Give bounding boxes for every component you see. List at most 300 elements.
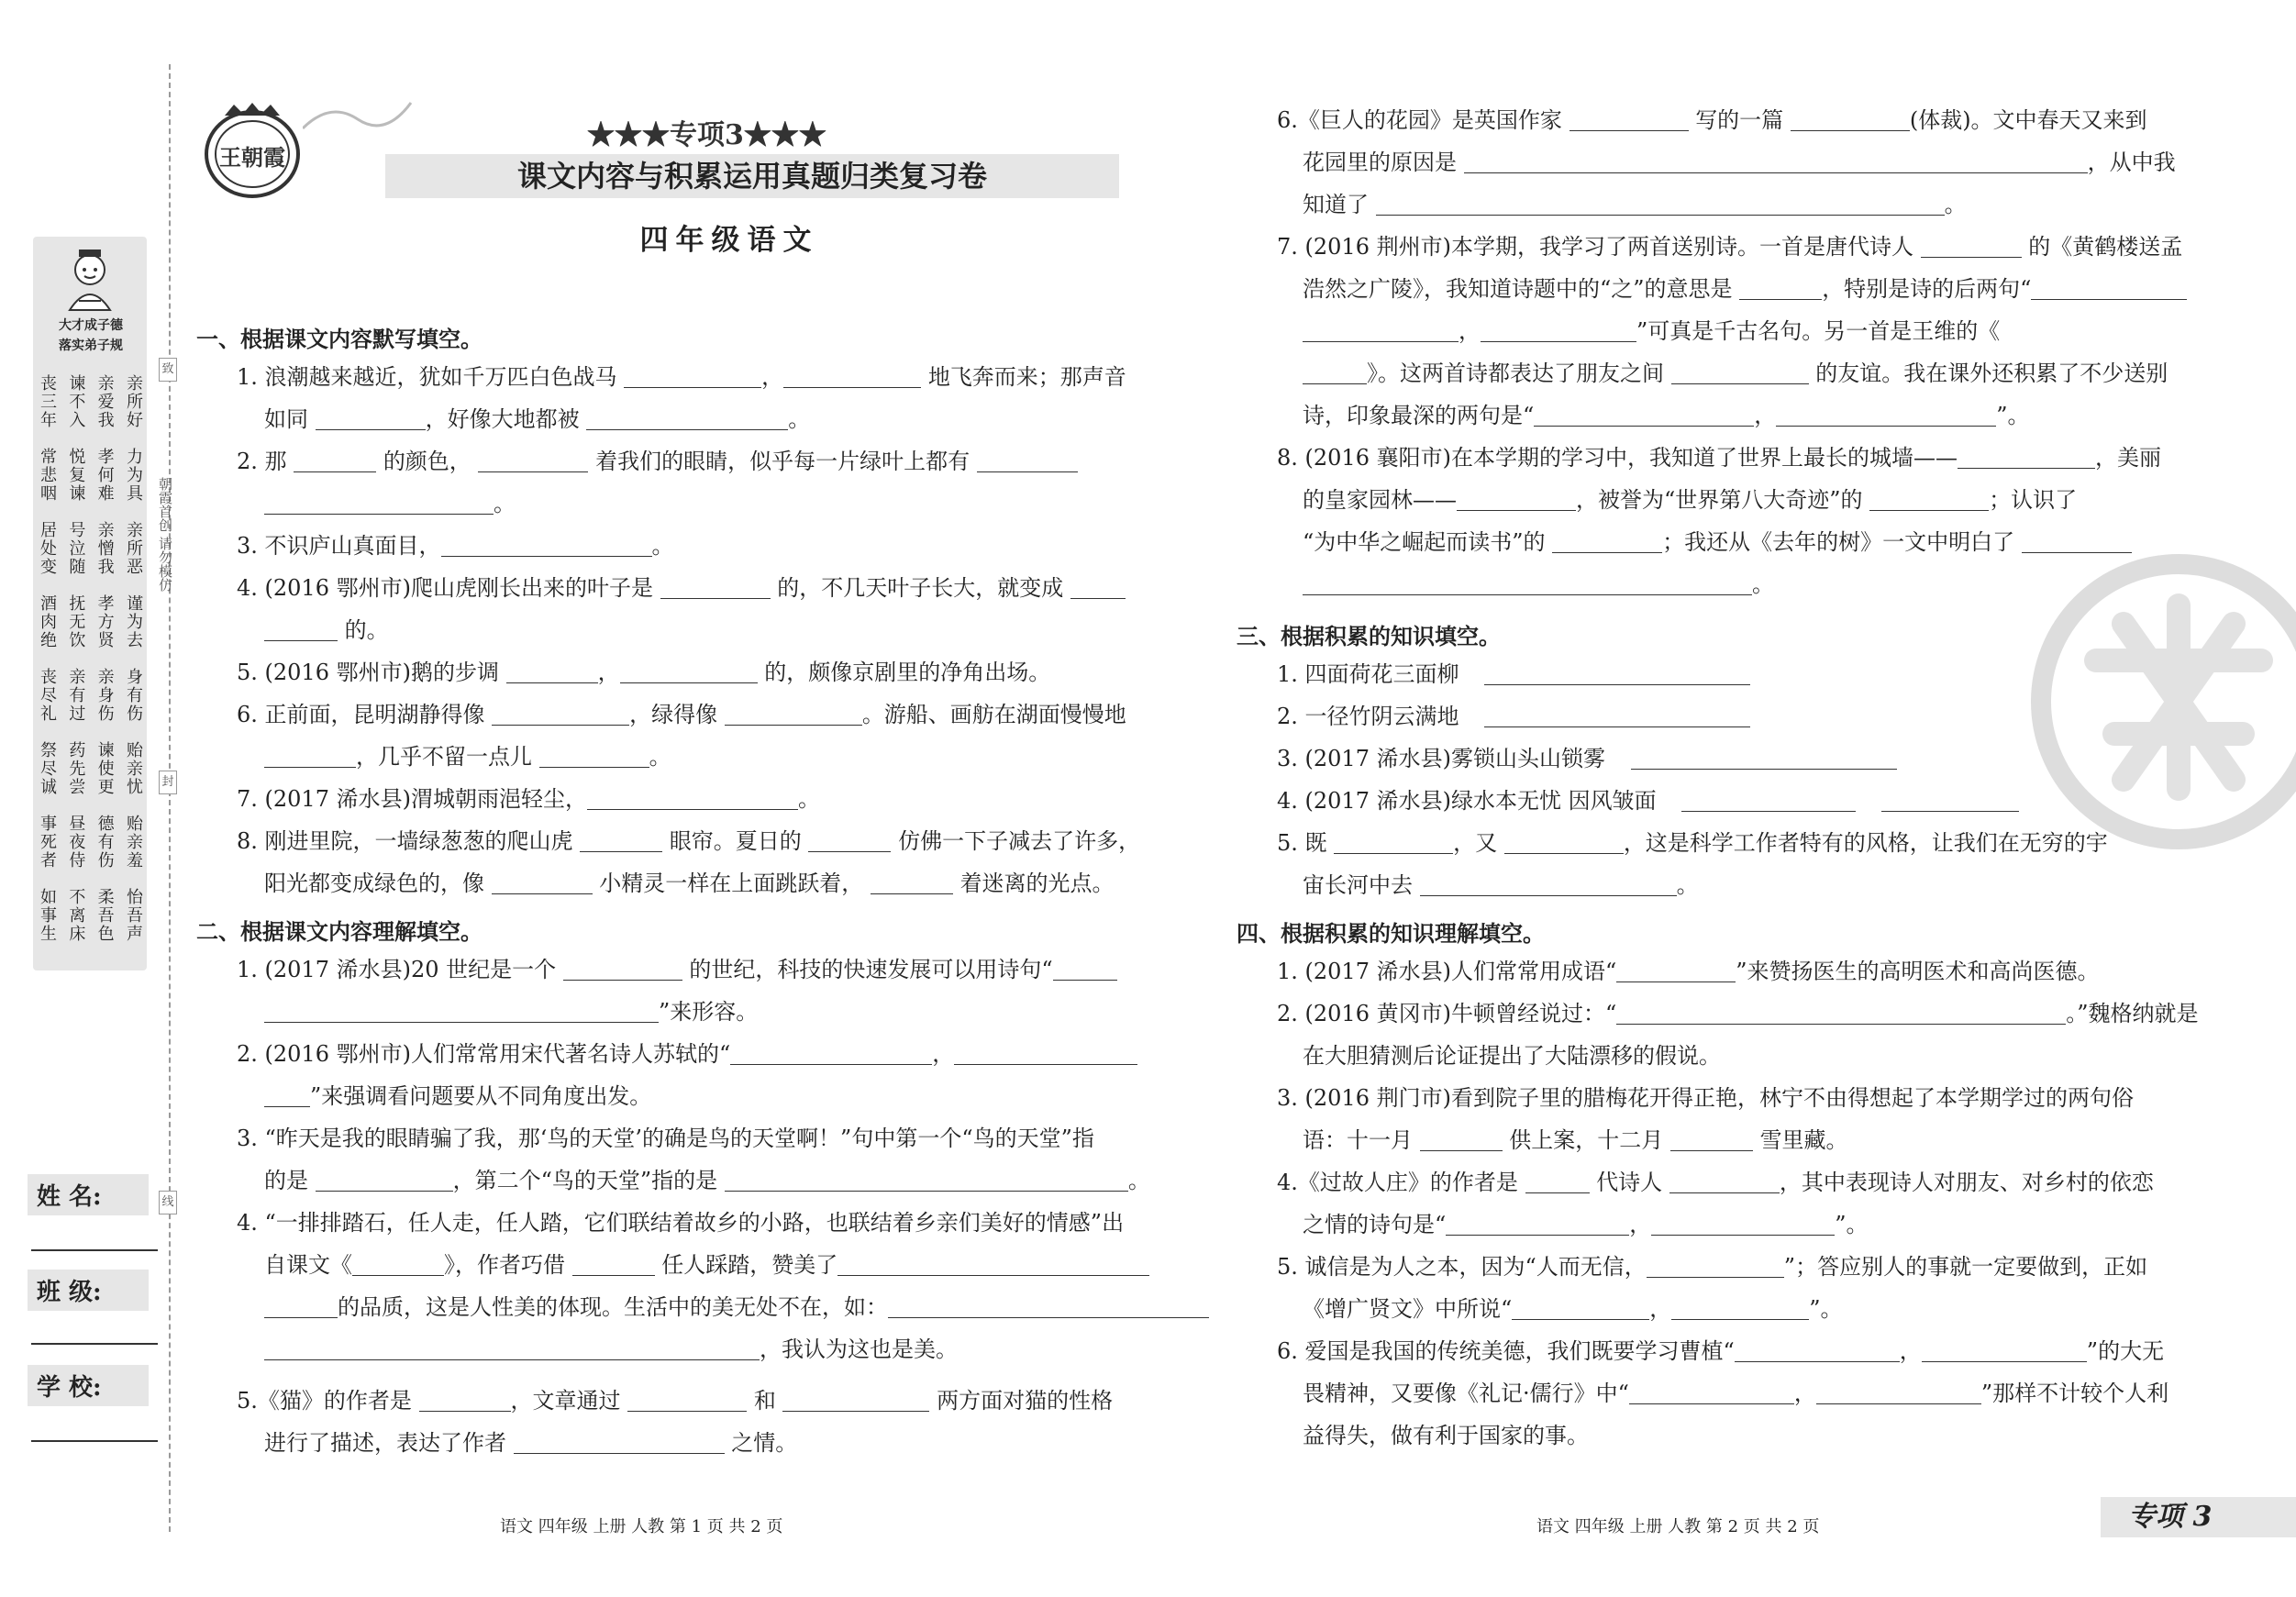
motto-group — [37, 815, 143, 870]
r2-line1 — [237, 1040, 1137, 1068]
p8-text-e: ；认识了 — [1989, 487, 2078, 513]
motto-text: 居处变 — [38, 521, 57, 576]
u6-line3 — [1303, 1422, 1589, 1449]
motto-text: 亲身伤 — [94, 668, 115, 723]
q6-line2 — [264, 743, 671, 771]
u4-line2 — [1303, 1211, 1869, 1238]
p8-text-d: ，被誉为“世界第八大奇迹”的 — [1576, 487, 1863, 513]
motto-text: 亲憎我 — [94, 521, 115, 576]
blank[interactable] — [514, 1433, 725, 1454]
q1-text-d: ，好像大地都被 — [425, 406, 580, 432]
r1-text-a: 1. (2017 浠水县)20 世纪是一个 — [237, 957, 557, 982]
blank[interactable] — [1552, 532, 1662, 553]
q7-line — [237, 785, 820, 813]
seal-label-feng: 封 — [159, 771, 177, 794]
u2-text-b: 。”魏格纳就是 — [2066, 1001, 2199, 1026]
period: 。 — [1127, 1168, 1150, 1193]
u3-text-a: 3. (2016 荆门市)看到院子里的腊梅花开得正艳，林宁不由得想起了本学期学过的两句俗 — [1277, 1085, 2134, 1111]
u1-line — [1277, 958, 2100, 985]
t5-text-a: 5. 既 — [1277, 830, 1327, 856]
blank[interactable] — [1569, 110, 1689, 131]
blank[interactable] — [1616, 1004, 2066, 1025]
q8-text-b: 眼帘。夏日的 — [669, 828, 802, 854]
blank[interactable] — [837, 1255, 1149, 1276]
blank[interactable] — [1631, 749, 1897, 770]
q8-text-a: 8. 刚进里院，一墙绿葱葱的爬山虎 — [237, 828, 573, 854]
motto-group — [37, 521, 143, 576]
blank[interactable] — [1484, 706, 1750, 727]
comma: ， — [1649, 1296, 1672, 1322]
p8-text-g: ；我还从《去年的树》一文中明白了 — [1662, 529, 2015, 555]
r1-line1 — [237, 956, 1117, 983]
p8-line4 — [1303, 571, 1774, 598]
blank[interactable] — [1484, 664, 1750, 685]
svg-text:王朝霞: 王朝霞 — [219, 144, 285, 171]
t5-line1 — [1277, 829, 2108, 857]
u3-line1 — [1277, 1084, 2134, 1112]
comma: ， — [1459, 318, 1481, 344]
blank[interactable] — [441, 536, 652, 557]
motto-text: 孝何难 — [94, 448, 115, 503]
r1-line2 — [264, 998, 758, 1026]
q6-text-d: ，几乎不留一点儿 — [356, 744, 532, 770]
q1-line1 — [237, 363, 1126, 391]
u4-text-a: 4.《过故人庄》的作者是 — [1277, 1170, 1518, 1195]
name-label: 姓 名: — [28, 1174, 149, 1215]
motto-text: 祭尽诚 — [38, 741, 57, 796]
q2-line1 — [237, 448, 1078, 475]
r4-line3 — [264, 1293, 1209, 1321]
motto-text: 孝方贤 — [94, 594, 115, 649]
u3-line2 — [1303, 1126, 1848, 1154]
r4-text-c: 》，作者巧借 — [444, 1252, 565, 1278]
quote-close: ”。 — [1835, 1212, 1869, 1237]
p6-text-a: 6.《巨人的花园》是英国作家 — [1277, 107, 1562, 133]
blank[interactable] — [264, 1297, 338, 1318]
q4-text-c: 的。 — [344, 617, 389, 643]
copyright-note: 朝霞首创 请勿模仿 — [157, 477, 173, 592]
comma: ， — [932, 1041, 955, 1067]
q7-text: 7. (2017 浠水县)渭城朝雨浥轻尘， — [237, 786, 587, 812]
motto-text: 贻亲忧 — [123, 741, 143, 796]
p7-text-g: 的友谊。我在课外还积累了不少送别 — [1815, 360, 2168, 386]
blank[interactable] — [1334, 833, 1453, 854]
blank[interactable] — [1669, 1172, 1780, 1193]
blank[interactable] — [627, 1391, 747, 1412]
blank[interactable] — [1739, 279, 1822, 300]
binding-margin — [0, 0, 174, 1597]
q4-line1 — [237, 574, 1126, 602]
p8-text-b: ，美丽 — [2094, 445, 2161, 471]
motto-text: 抚无饮 — [66, 594, 86, 649]
motto-group — [37, 448, 143, 503]
p6-text-e: ，从中我 — [2087, 150, 2176, 175]
u2-line1 — [1277, 1000, 2199, 1027]
blank[interactable] — [586, 409, 788, 430]
special-topic-tag: ★★★专项3★★★ — [587, 119, 826, 151]
q3-line — [237, 532, 674, 560]
r4-text-f: ，我认为这也是美。 — [760, 1336, 958, 1362]
blank[interactable] — [1869, 490, 1989, 511]
blank[interactable] — [660, 578, 771, 599]
u4-text-d: 之情的诗句是“ — [1303, 1212, 1447, 1237]
motto-text: 药先尝 — [66, 741, 86, 796]
motto-text: 酒肉绝 — [38, 594, 57, 649]
blank[interactable] — [725, 704, 862, 726]
u5-text-b: ”；答应别人的事就一定要做到，正如 — [1783, 1254, 2148, 1280]
u4-text-c: ，其中表现诗人对朋友、对乡村的依恋 — [1779, 1170, 2154, 1195]
p7-line1 — [1277, 233, 2182, 261]
publisher-logo — [197, 101, 307, 202]
r3-text-c: ，第二个“鸟的天堂”指的是 — [452, 1168, 718, 1193]
comma: ， — [1899, 1338, 1922, 1364]
motto-text: 号泣随 — [66, 521, 86, 576]
r1-text-c: ”来形容。 — [659, 999, 759, 1025]
blank[interactable] — [725, 1170, 1128, 1192]
r5-text-a: 5.《猫》的作者是 — [237, 1388, 412, 1414]
p6-text-b: 写的一篇 — [1695, 107, 1784, 133]
motto-text: 亲所好 — [123, 374, 143, 429]
comma: ， — [1754, 403, 1777, 428]
blank[interactable] — [2031, 279, 2187, 300]
page-subtitle: 四年级语文 — [639, 224, 819, 257]
r4-line1 — [237, 1209, 1124, 1237]
blank[interactable] — [624, 367, 761, 388]
r5-text-f: 之情。 — [731, 1430, 798, 1456]
p7-text-d: ，特别是诗的后两句“ — [1822, 276, 2032, 302]
u5-text-a: 5. 诚信是为人之本，因为“人而无信， — [1277, 1254, 1647, 1280]
blank[interactable] — [1881, 791, 2019, 812]
blank[interactable] — [1671, 1299, 1809, 1320]
t5-text-c: ，这是科学工作者特有的风格，让我们在无穷的宇 — [1623, 830, 2108, 856]
t5-text-d: 宙长河中去 — [1303, 872, 1413, 898]
blank[interactable] — [1651, 1214, 1835, 1236]
blank[interactable] — [572, 1255, 655, 1276]
motto-group — [37, 888, 143, 943]
r2-text-b: ”来强调看问题要从不同角度出发。 — [310, 1083, 652, 1109]
u4-text-b: 代诗人 — [1596, 1170, 1663, 1195]
motto-text: 德有伤 — [94, 815, 115, 870]
cartoon-scholar-icon — [37, 246, 143, 312]
p8-text-c: 的皇家园林—— — [1303, 487, 1457, 513]
p7-text-e: ”可真是千古名句。另一首是王维的《 — [1636, 318, 2001, 344]
motto-text: 贻亲羞 — [123, 815, 143, 870]
motto-text: 常悲咽 — [38, 448, 57, 503]
r4-text-d: 任人踩踏，赞美了 — [661, 1252, 838, 1278]
motto-text: 力为具 — [123, 448, 143, 503]
q8-text-e: 小精灵一样在上面跳跃着， — [599, 871, 864, 896]
t2-line — [1277, 703, 1750, 730]
name-field[interactable] — [31, 1249, 158, 1251]
t3-text: 3. (2017 浠水县)雾锁山头山锁雾 — [1277, 746, 1605, 771]
blank[interactable] — [1464, 152, 2088, 173]
p8-text-f: “为中华之崛起而读书”的 — [1303, 529, 1546, 555]
r5-text-c: 和 — [753, 1388, 776, 1414]
motto-group — [37, 594, 143, 649]
comma: ， — [597, 660, 620, 685]
blank[interactable] — [730, 1044, 932, 1065]
p8-text-a: 8. (2016 襄阳市)在本学期的学习中，我知道了世界上最长的城墙—— — [1277, 445, 1958, 471]
blank[interactable] — [478, 451, 588, 472]
blank[interactable] — [808, 831, 891, 852]
blank[interactable] — [1457, 490, 1576, 511]
blank[interactable] — [1376, 194, 1945, 216]
blank[interactable] — [954, 1044, 1137, 1065]
blank[interactable] — [888, 1297, 1209, 1318]
motto-text: 悦复谏 — [66, 448, 86, 503]
u1-text-a: 1. (2017 浠水县)人们常常用成语“ — [1277, 959, 1617, 984]
period: 。 — [1752, 571, 1774, 597]
r3-text-a: 3. “昨天是我的眼睛骗了我，那‘鸟的天堂’的确是鸟的天堂啊！”句中第一个“鸟的天堂”指 — [237, 1126, 1094, 1151]
p7-line3 — [1303, 317, 2000, 345]
q2-text-c: 着我们的眼睛，似乎每一片绿叶上都有 — [595, 449, 971, 474]
secret-stamp-watermark — [2023, 550, 2296, 853]
blank[interactable] — [1647, 1257, 1784, 1278]
q1-text-a: 1. 浪潮越来越近，犹如千万匹白色战马 — [237, 364, 617, 390]
blank[interactable] — [1534, 405, 1754, 427]
r1-text-b: 的世纪，科技的快速发展可以用诗句“ — [689, 957, 1053, 982]
blank[interactable] — [871, 873, 953, 894]
blank[interactable] — [264, 1086, 310, 1107]
p7-text-a: 7. (2016 荆州市)本学期，我学习了两首送别诗。一首是唐代诗人 — [1277, 234, 1913, 260]
seal-label-xian: 线 — [159, 1191, 177, 1214]
motto-text: 怡吾声 — [123, 888, 143, 943]
u5-line1 — [1277, 1253, 2147, 1281]
r2-text-a: 2. (2016 鄂州市)人们常常用宋代著名诗人苏轼的“ — [237, 1041, 731, 1067]
u2-text-c: 在大胆猜测后论证提出了大陆漂移的假说。 — [1303, 1043, 1721, 1069]
blank[interactable] — [1616, 961, 1736, 982]
q2-text-b: 的颜色， — [383, 449, 471, 474]
q4-text-b: 的，不几天叶子长大，就变成 — [777, 575, 1064, 601]
class-field[interactable] — [31, 1343, 158, 1345]
period: 。 — [651, 533, 674, 559]
school-field[interactable] — [31, 1440, 158, 1442]
period: 。 — [1676, 872, 1699, 898]
quote-close: ”。 — [1996, 403, 2030, 428]
p7-line5 — [1303, 402, 2030, 429]
blank[interactable] — [1303, 574, 1752, 595]
r5-line1 — [237, 1387, 1113, 1414]
class-label: 班 级: — [28, 1270, 149, 1311]
blank[interactable] — [977, 451, 1078, 472]
q5-text-a: 5. (2016 鄂州市)鹅的步调 — [237, 660, 499, 685]
blank[interactable] — [587, 789, 798, 810]
section-4-title: 四、根据积累的知识理解填空。 — [1237, 920, 1545, 947]
u1-text-b: ”来赞扬医生的高明医术和高尚医德。 — [1736, 959, 2100, 984]
blank[interactable] — [1525, 1172, 1590, 1193]
blank[interactable] — [1922, 1341, 2087, 1362]
u5-line2 — [1303, 1295, 1843, 1323]
blank[interactable] — [264, 1002, 659, 1023]
blank[interactable] — [294, 451, 376, 472]
blank[interactable] — [783, 367, 921, 388]
t5-text-b: ，又 — [1453, 830, 1498, 856]
blank[interactable] — [316, 409, 426, 430]
section-3-title: 三、根据积累的知识填空。 — [1237, 623, 1501, 649]
blank[interactable] — [352, 1255, 444, 1276]
r2-line2 — [264, 1082, 651, 1110]
page-1-footer: 语文 四年级 上册 人教 第 1 页 共 2 页 — [500, 1517, 783, 1536]
period: 。 — [797, 786, 820, 812]
blank[interactable] — [1303, 363, 1367, 384]
blank[interactable] — [506, 662, 598, 683]
q5-line — [237, 659, 1050, 686]
q1-text-c: 如同 — [264, 406, 308, 432]
motto-group — [37, 668, 143, 723]
page-title: 课文内容与积累运用真题归类复习卷 — [516, 159, 987, 194]
motto-text: 身有伤 — [123, 668, 143, 723]
q8-text-d: 阳光都变成绿色的，像 — [264, 871, 484, 896]
blank[interactable] — [1958, 448, 2095, 469]
motto-text: 谏使更 — [94, 741, 115, 796]
blank[interactable] — [1512, 1299, 1649, 1320]
p6-text-f: 知道了 — [1303, 192, 1369, 217]
q8-text-c: 仿佛一下子减去了许多， — [898, 828, 1141, 854]
blank[interactable] — [563, 959, 682, 981]
blank[interactable] — [1629, 1383, 1794, 1404]
p7-text-b: 的《黄鹤楼送孟 — [2028, 234, 2183, 260]
motto-columns — [37, 374, 143, 961]
blank[interactable] — [1481, 321, 1636, 342]
q2-text-a: 2. 那 — [237, 449, 287, 474]
school-label: 学 校: — [28, 1365, 149, 1406]
p6-line1 — [1277, 106, 2147, 134]
u2-text-a: 2. (2016 黄冈市)牛顿曾经说过：“ — [1277, 1001, 1617, 1026]
blank[interactable] — [492, 873, 593, 894]
t1-text: 1. 四面荷花三面柳 — [1277, 661, 1459, 687]
comma: ， — [761, 364, 784, 390]
r4-text-a: 4. “一排排踏石，任人走，任人踏，它们联结着故乡的小路，也联结着乡亲们美好的情感”出 — [237, 1210, 1125, 1236]
blank[interactable] — [1791, 110, 1910, 131]
motto-text: 亲所恶 — [123, 521, 143, 576]
u6-text-b: ”的大无 — [2086, 1338, 2165, 1364]
u5-text-c: 《增广贤文》中所说“ — [1303, 1296, 1513, 1322]
u4-line1 — [1277, 1169, 2154, 1196]
blank[interactable] — [492, 704, 629, 726]
blank[interactable] — [1671, 363, 1809, 384]
blank[interactable] — [1681, 791, 1856, 812]
blank[interactable] — [620, 662, 758, 683]
r5-line2 — [264, 1429, 797, 1457]
q6-text-b: ，绿得像 — [629, 702, 718, 727]
blank[interactable] — [419, 1391, 511, 1412]
period: 。 — [494, 491, 516, 516]
motto-group — [37, 374, 143, 429]
q6-text-a: 6. 正前面，昆明湖静得像 — [237, 702, 485, 727]
section-1-title: 一、根据课文内容默写填空。 — [196, 326, 482, 352]
motto-text: 亲爱我 — [94, 374, 115, 429]
blank[interactable] — [1921, 237, 2022, 258]
blank[interactable] — [316, 1170, 453, 1192]
r3-line1 — [237, 1125, 1094, 1152]
motto-heading-2: 落实弟子规 — [59, 338, 123, 353]
r5-text-b: ，文章通过 — [510, 1388, 621, 1414]
u6-text-a: 6. 爱国是我国的传统美德，我们既要学习曹植“ — [1277, 1338, 1735, 1364]
q8-text-f: 着迷离的光点。 — [959, 871, 1115, 896]
p7-line2 — [1303, 275, 2187, 303]
blank[interactable] — [782, 1391, 929, 1412]
comma: ， — [1629, 1212, 1652, 1237]
q1-text-b: 地飞奔而来；那声音 — [927, 364, 1126, 390]
blank[interactable] — [1070, 578, 1126, 599]
blank[interactable] — [264, 1339, 760, 1360]
q6-line1 — [237, 701, 1126, 728]
q4-line2 — [264, 616, 389, 644]
period: 。 — [788, 406, 811, 432]
q8-line1 — [237, 827, 1140, 855]
r3-text-b: 的是 — [264, 1168, 308, 1193]
u6-line2 — [1303, 1380, 2168, 1407]
blank[interactable] — [1303, 321, 1459, 342]
blank[interactable] — [1446, 1214, 1629, 1236]
corner-tag-label: 专项 3 — [2128, 1501, 2213, 1533]
blank[interactable] — [1504, 833, 1624, 854]
u3-text-d: 雪里藏。 — [1759, 1127, 1848, 1153]
motto-text: 丧尽礼 — [38, 668, 57, 723]
blank[interactable] — [580, 831, 662, 852]
r4-line2 — [264, 1251, 1149, 1279]
blank[interactable] — [539, 747, 649, 768]
motto-heading-1: 大才成子德 — [59, 318, 123, 333]
blank[interactable] — [1670, 1130, 1753, 1151]
p7-text-h: 诗，印象最深的两句是“ — [1303, 403, 1535, 428]
p6-line2 — [1303, 149, 2176, 176]
t5-line2 — [1303, 871, 1699, 899]
t3-line — [1277, 745, 1897, 772]
blank[interactable] — [1816, 1383, 1981, 1404]
p7-text-f: 》。这两首诗都表达了朋友之间 — [1367, 360, 1664, 386]
u3-text-c: 供上案，十二月 — [1509, 1127, 1664, 1153]
blank[interactable] — [264, 620, 338, 641]
p8-line1 — [1277, 444, 2161, 471]
period: 。 — [649, 744, 671, 770]
period: 。 — [1944, 192, 1967, 217]
p6-line3 — [1303, 191, 1967, 218]
blank[interactable] — [1735, 1341, 1900, 1362]
q8-line2 — [264, 870, 1115, 897]
motto-text: 事死者 — [38, 815, 57, 870]
q2-line2 — [264, 490, 516, 517]
comma: ， — [1793, 1381, 1816, 1406]
page-2-footer: 语文 四年级 上册 人教 第 2 页 共 2 页 — [1536, 1517, 1820, 1536]
p8-line2 — [1303, 486, 2077, 514]
q6-text-c: 。游船、画舫在湖面慢慢地 — [861, 702, 1126, 727]
blank[interactable] — [1776, 405, 1996, 427]
p6-text-d: 花园里的原因是 — [1303, 150, 1457, 175]
t1-line — [1277, 660, 1750, 688]
ribbon-decoration — [303, 92, 413, 147]
blank[interactable] — [1420, 875, 1677, 896]
blank[interactable] — [1053, 959, 1117, 981]
t2-text: 2. 一径竹阴云满地 — [1277, 704, 1459, 729]
blank[interactable] — [1420, 1130, 1503, 1151]
q3-text: 3. 不识庐山真面目， — [237, 533, 441, 559]
q1-line2 — [264, 405, 810, 433]
r4-text-e: 的品质，这是人性美的体现。生活中的美无处不在，如： — [338, 1294, 888, 1320]
p6-text-c: (体裁)。文中春天又来到 — [1909, 107, 2147, 133]
cut-line — [169, 64, 171, 1532]
blank[interactable] — [264, 747, 356, 768]
motto-text: 柔吾色 — [94, 888, 115, 943]
u2-line2 — [1303, 1042, 1721, 1070]
u3-text-b: 语：十一月 — [1303, 1127, 1413, 1153]
u6-line1 — [1277, 1337, 2164, 1365]
motto-text: 谏不入 — [66, 374, 86, 429]
motto-text: 不离床 — [66, 888, 86, 943]
r5-text-d: 两方面对猫的性格 — [937, 1388, 1114, 1414]
t4-line — [1277, 787, 2019, 815]
blank[interactable] — [264, 494, 494, 515]
